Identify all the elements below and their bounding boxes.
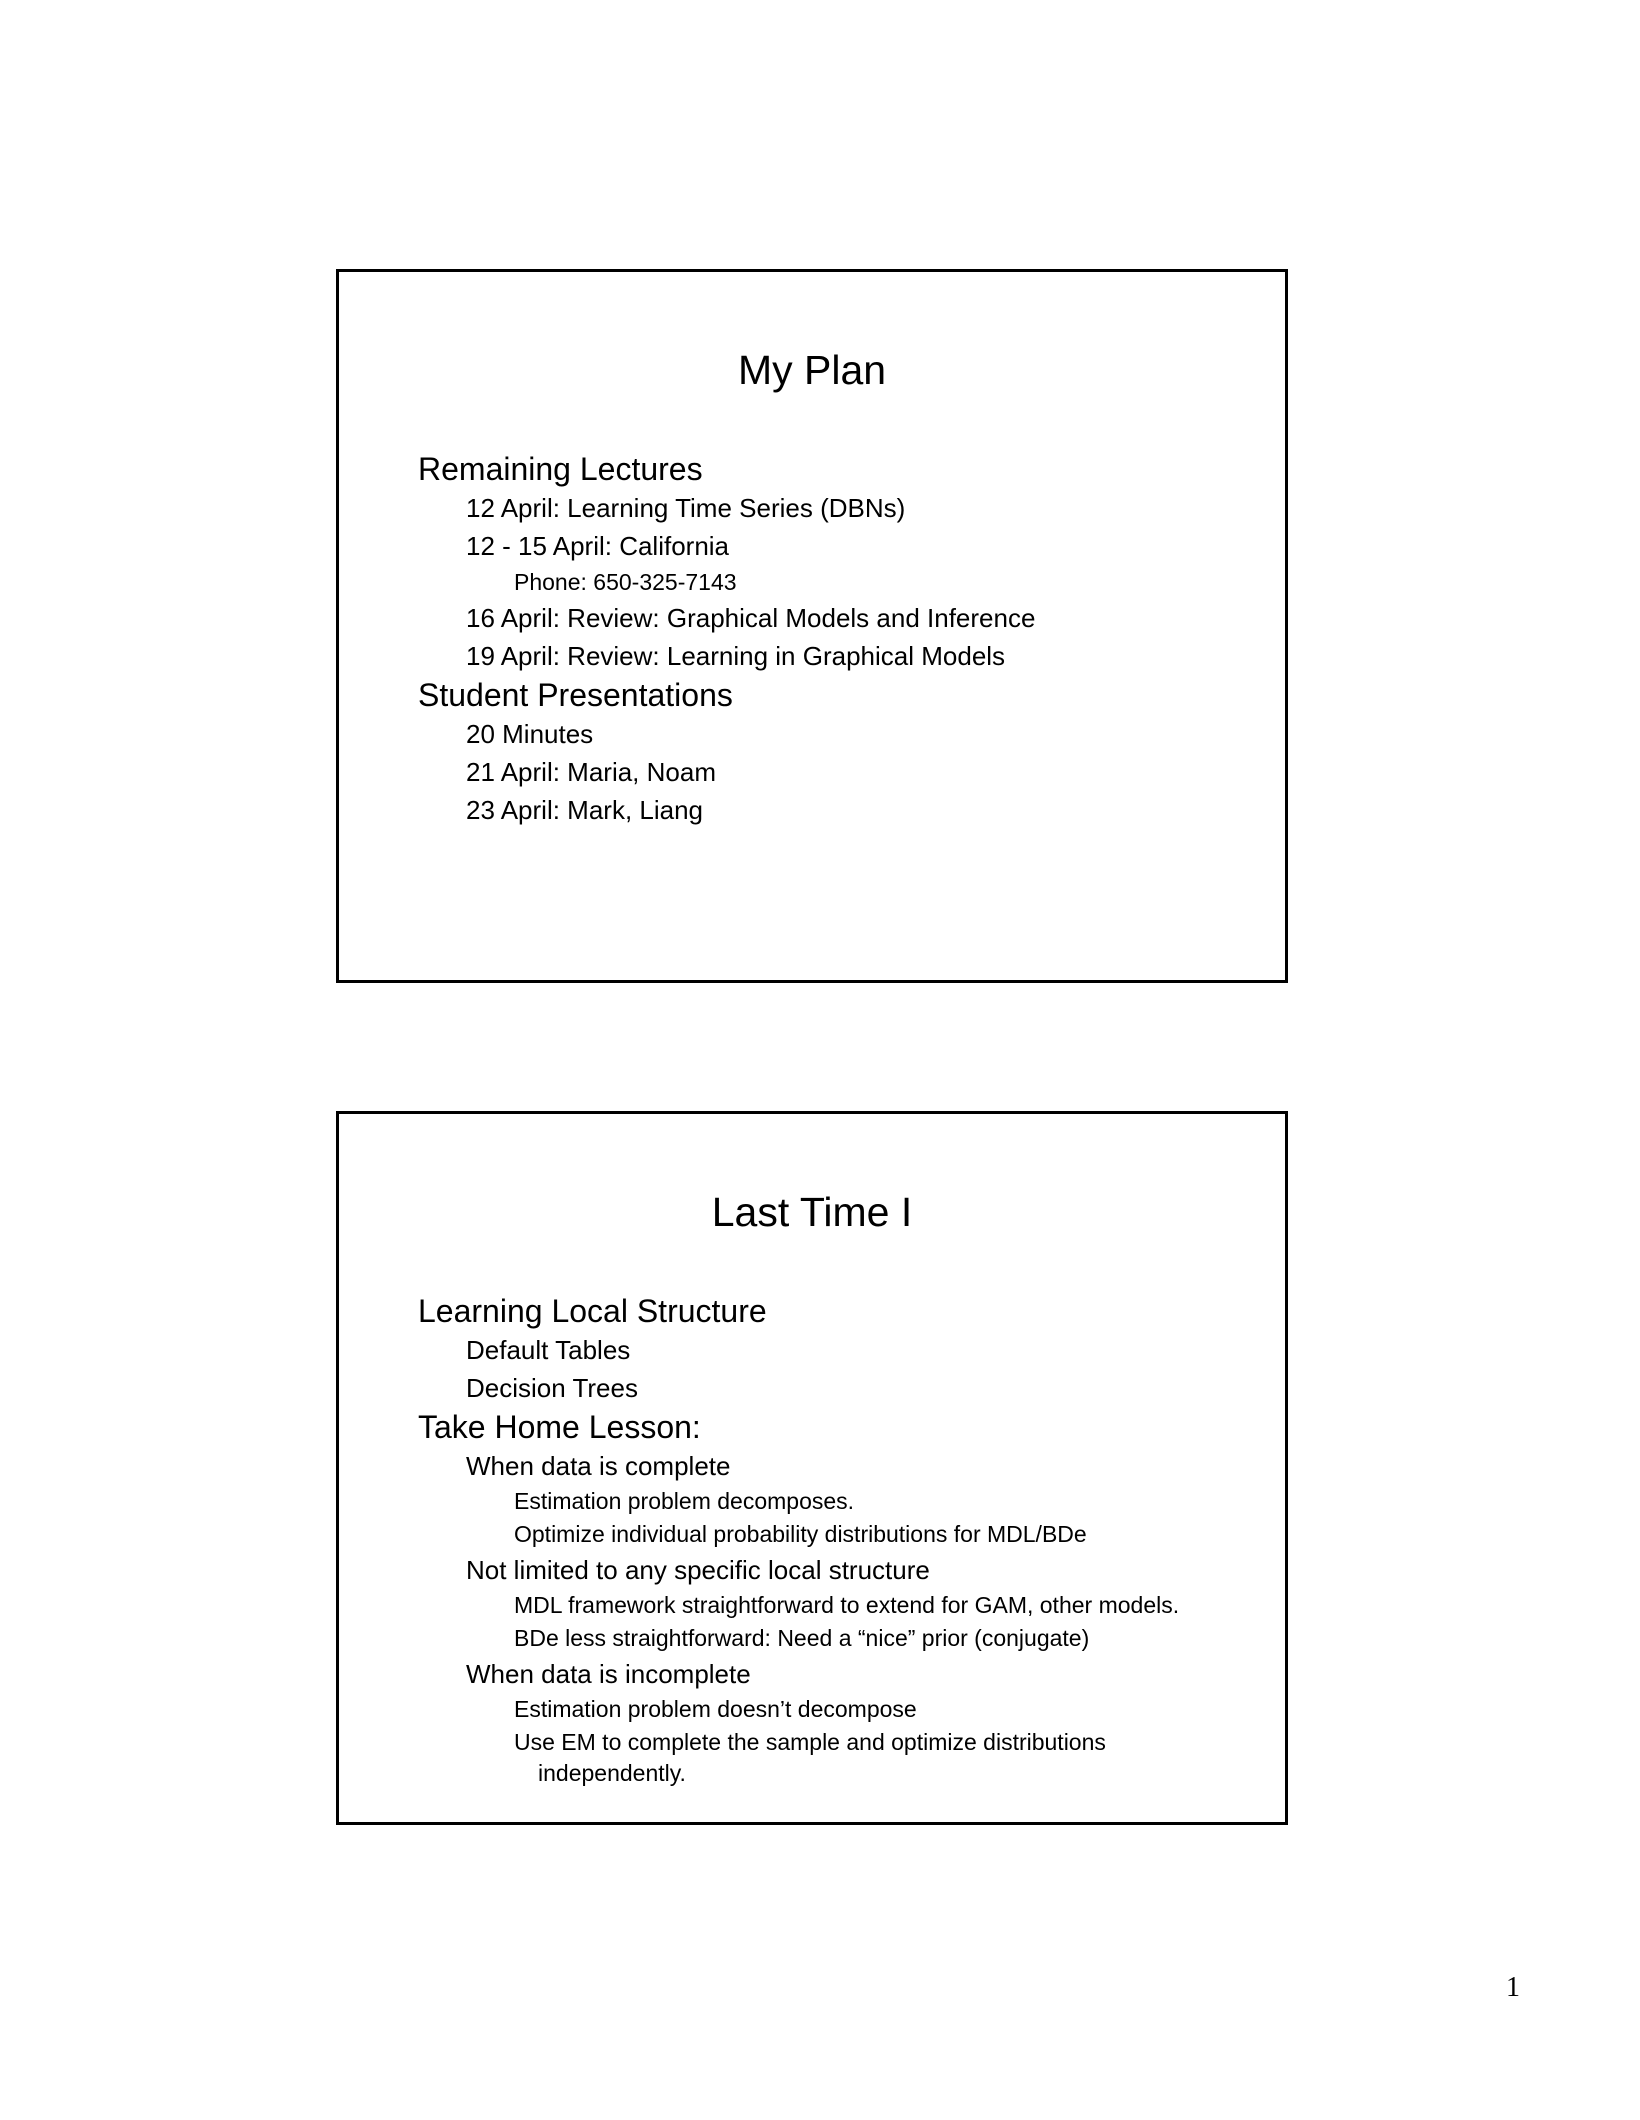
bullet-level-2: 21 April: Maria, Noam <box>466 757 716 787</box>
slide-last-time <box>336 1111 1288 1825</box>
bullet-level-2: 16 April: Review: Graphical Models and Inference <box>466 603 1036 633</box>
page-number: 1 <box>1506 1972 1520 2003</box>
bullet-level-2: 23 April: Mark, Liang <box>466 795 704 825</box>
bullet-level-3: BDe less straightforward: Need a “nice” prior (conjugate) <box>514 1625 1090 1651</box>
bullet-level-2: When data is complete <box>466 1451 731 1481</box>
slide-bullet-list <box>418 1291 1179 1787</box>
bullet-level-3: Use EM to complete the sample and optimize distributions <box>514 1729 1106 1755</box>
slide-my-plan <box>336 269 1288 983</box>
slide-bullet-list <box>418 449 1035 829</box>
bullet-level-3: Optimize individual probability distributions for MDL/BDe <box>514 1521 1087 1547</box>
slide-title: Last Time I <box>711 1189 913 1235</box>
bullet-level-1: Learning Local Structure <box>418 1293 767 1329</box>
bullet-level-2: 19 April: Review: Learning in Graphical Models <box>466 641 1006 671</box>
bullet-level-1: Take Home Lesson: <box>418 1409 701 1445</box>
bullet-level-2: Not limited to any specific local structure <box>466 1555 930 1585</box>
bullet-level-2: Default Tables <box>466 1335 631 1365</box>
bullet-level-2: Decision Trees <box>466 1373 638 1403</box>
bullet-level-2: When data is incomplete <box>466 1659 751 1689</box>
bullet-level-3: Phone: 650-325-7143 <box>514 569 737 595</box>
bullet-level-3: Estimation problem doesn’t decompose <box>514 1696 917 1722</box>
bullet-level-2: 20 Minutes <box>466 719 594 749</box>
slide-title: My Plan <box>737 347 887 393</box>
bullet-level-1: Remaining Lectures <box>418 451 703 487</box>
bullet-level-1: Student Presentations <box>418 677 733 713</box>
bullet-level-3: Estimation problem decomposes. <box>514 1488 855 1514</box>
bullet-level-3-continuation: independently. <box>538 1760 686 1786</box>
bullet-level-2: 12 - 15 April: California <box>466 531 730 561</box>
bullet-level-2: 12 April: Learning Time Series (DBNs) <box>466 493 906 523</box>
bullet-level-3: MDL framework straightforward to extend for GAM, other models. <box>514 1592 1180 1618</box>
